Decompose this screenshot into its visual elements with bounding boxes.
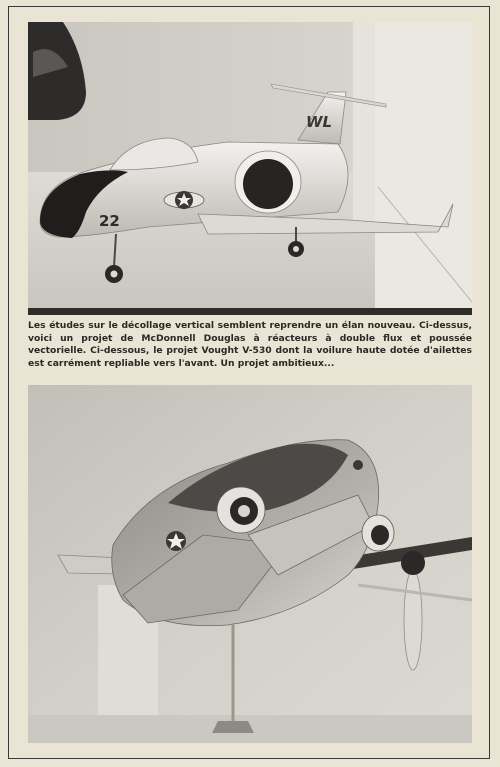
photo-bottom-illustration bbox=[28, 385, 472, 743]
photo-vought-v530-model bbox=[28, 385, 472, 743]
photo-caption: Les études sur le décollage vertical semblent reprendre un élan nouveau. Ci-dessus, voici un projet de McDonnell Douglas à réacteurs à double flux et poussée vectorielle. Ci-dessous, le projet Vought V-530 dont la voilure haute dotée d'ailettes est carrément repliable vers l'avant. Un projet ambitieux... bbox=[28, 320, 472, 369]
tail-code: WL bbox=[306, 113, 333, 131]
photo-top-illustration bbox=[28, 22, 472, 315]
nose-number: 22 bbox=[99, 212, 120, 230]
photo-mcdonnell-douglas-model bbox=[28, 22, 472, 315]
